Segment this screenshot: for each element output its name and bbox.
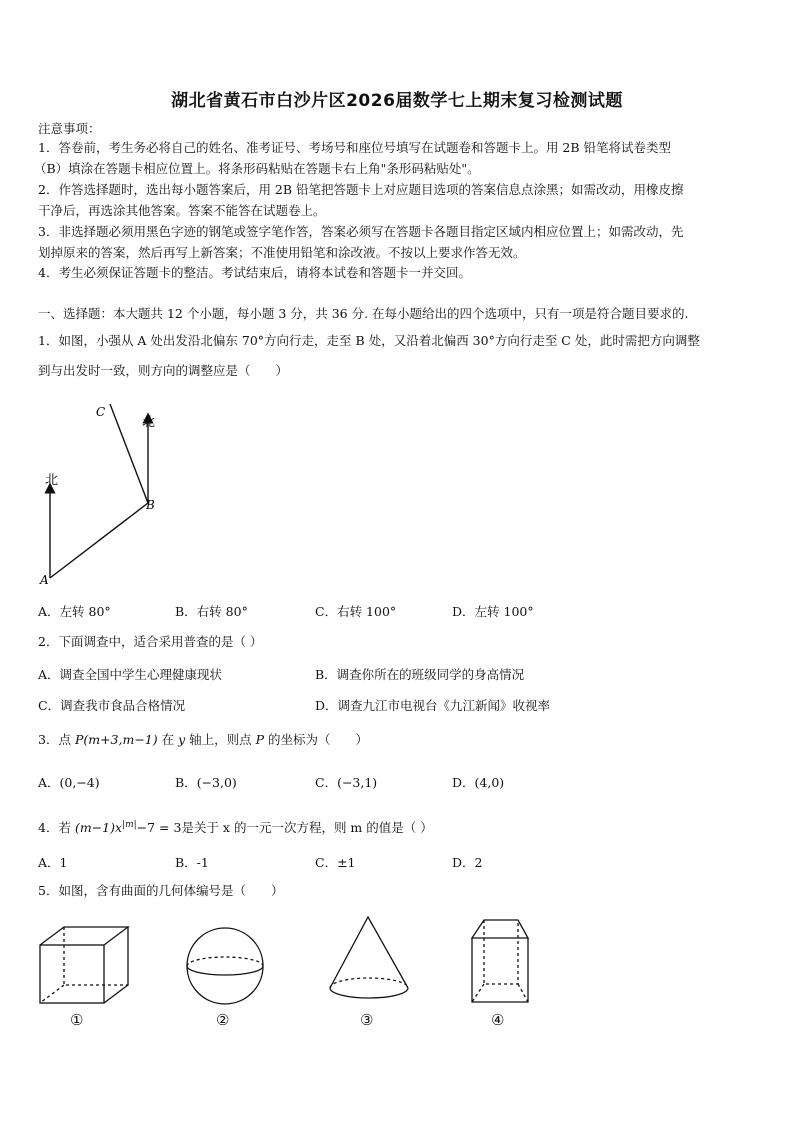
q1-option-c[interactable]: C．右转 100° — [315, 604, 397, 619]
label-solid-1: ① — [70, 1011, 84, 1029]
q4-stem — [38, 816, 758, 837]
solid-4-prism — [468, 916, 532, 1006]
q1-option-a[interactable]: A．左转 80° — [38, 604, 111, 619]
q3-point: P(m+3,m−1) — [74, 732, 158, 747]
q3-option-c-value: (−3,1) — [337, 775, 378, 790]
label-c: C — [96, 405, 106, 419]
q4-option-c[interactable]: C．±1 — [315, 855, 356, 870]
q4-eq-main: (m−1)x — [74, 820, 123, 836]
q3-number: 3．点 — [38, 732, 71, 747]
label-solid-3: ③ — [360, 1011, 374, 1029]
q4-eq-rest: −7 = 3 — [136, 820, 182, 836]
label-solid-4: ④ — [491, 1011, 505, 1029]
notice-line-1: 1．答卷前，考生务必将自己的姓名、准考证号、考场号和座位号填写在试题卷和答题卡上。用 2B 铅笔将试卷类型 — [38, 140, 672, 155]
label-b: B — [146, 498, 155, 512]
q3-tail: 轴上，则点 — [185, 732, 252, 747]
q2-option-c[interactable]: C．调查我市食品合格情况 — [38, 698, 186, 713]
notice-line-6: 划掉原来的答案，然后再写上新答案；不准使用铅笔和涂改液。不按以上要求作答无效。 — [38, 245, 526, 260]
section-heading: 一、选择题：本大题共 12 个小题，每小题 3 分，共 36 分. 在每小题给出的四个选项中，只有一项是符合题目要求的. — [38, 306, 689, 321]
q1-stem-line-1: 1．如图，小强从 A 处出发沿北偏东 70°方向行走，走至 B 处，又沿着北偏西 30°方向行走至 C 处，此时需把方向调整 — [38, 333, 700, 348]
q3-mid: 在 — [157, 732, 175, 747]
q3-option-a[interactable] — [38, 773, 100, 791]
notice-line-5: 3．非选择题必须用黑色字迹的钢笔或签字笔作答，答案必须写在答题卡各题目指定区域内相应位置上；如需改动，先 — [38, 224, 684, 239]
notice-line-2: （B）填涂在答题卡相应位置上。将条形码粘贴在答题卡右上角"条形码粘贴处"。 — [34, 161, 480, 176]
solid-1-cube — [36, 925, 132, 1007]
north-label-b: 北 — [142, 415, 156, 430]
q4-equation — [75, 820, 182, 835]
north-label-a: 北 — [45, 473, 59, 488]
q3-option-b[interactable] — [175, 773, 237, 791]
notice-heading: 注意事项： — [38, 121, 101, 136]
q2-stem: 2．下面调查中，适合采用普查的是（ ） — [38, 634, 263, 649]
q1-option-b[interactable]: B．右转 80° — [175, 604, 248, 619]
q2-option-b[interactable]: B．调查你所在的班级同学的身高情况 — [315, 667, 525, 682]
label-a: A — [40, 573, 49, 587]
q3-option-d[interactable] — [452, 773, 504, 791]
q3-p: P — [255, 732, 265, 747]
notice-line-3: 2．作答选择题时，选出每小题答案后，用 2B 铅笔把答题卡上对应题目选项的答案信息点涂黑；如需改动，用橡皮擦 — [38, 182, 684, 197]
q4-option-d[interactable]: D．2 — [452, 855, 483, 870]
q1-option-d[interactable]: D．左转 100° — [452, 604, 534, 619]
page-title: 湖北省黄石市白沙片区2026届数学七上期末复习检测试题 — [171, 91, 623, 111]
q2-option-a[interactable]: A．调查全国中学生心理健康现状 — [38, 667, 223, 682]
q3-option-d-value: (4,0) — [474, 775, 505, 790]
q3-option-a-value: (0,−4) — [59, 775, 100, 790]
q3-option-b-value: (−3,0) — [196, 775, 237, 790]
q1-stem-line-2: 到与出发时一致，则方向的调整应是（ ） — [38, 363, 289, 378]
q3-option-b-letter: B． — [175, 775, 197, 790]
q4-number: 4．若 — [38, 820, 71, 836]
q3-end: 的坐标为（ ） — [264, 732, 369, 747]
q4-option-b[interactable]: B．-1 — [175, 855, 209, 870]
q4-eq-exponent: |m| — [122, 820, 137, 830]
notice-line-4: 干净后，再选涂其他答案。答案不能答在试题卷上。 — [38, 203, 326, 218]
solid-3-cone — [326, 914, 412, 1006]
solid-2-sphere — [184, 925, 266, 1007]
q5-stem: 5．如图，含有曲面的几何体编号是（ ） — [38, 883, 284, 898]
q3-option-c[interactable] — [315, 773, 377, 791]
q3-option-a-letter: A． — [38, 775, 60, 790]
q4-tail: 是关于 x 的一元一次方程，则 m 的值是（ ） — [181, 820, 433, 836]
q3-option-d-letter: D． — [452, 775, 475, 790]
notice-line-7: 4．考生必须保证答题卡的整洁。考试结束后，请将本试卷和答题卡一并交回。 — [38, 265, 471, 280]
q3-stem — [38, 731, 758, 749]
q2-option-d[interactable]: D．调查九江市电视台《九江新闻》收视率 — [315, 698, 551, 713]
q3-axis: y — [178, 732, 186, 747]
q3-option-c-letter: C． — [315, 775, 338, 790]
label-solid-2: ② — [216, 1011, 230, 1029]
q1-direction-figure — [36, 398, 176, 593]
q4-option-a[interactable]: A．1 — [38, 855, 68, 870]
segment-ab — [50, 503, 148, 578]
